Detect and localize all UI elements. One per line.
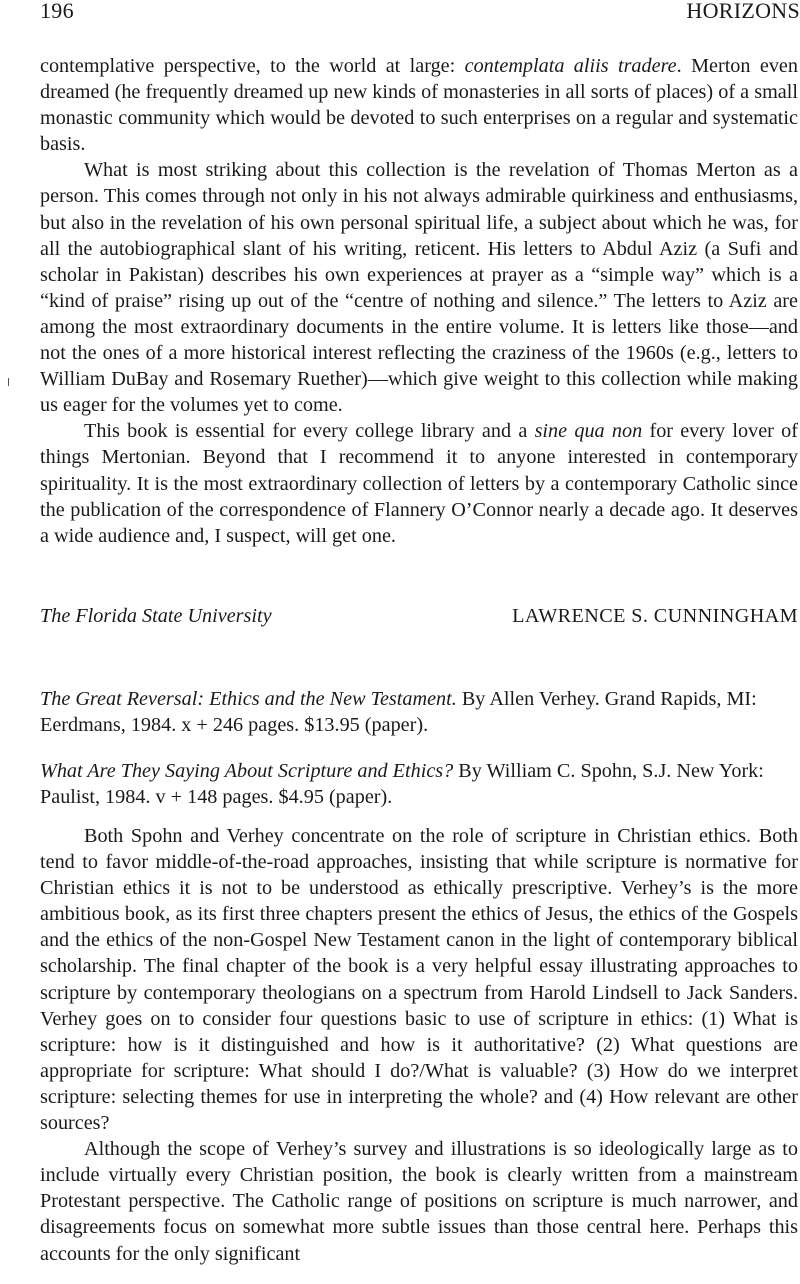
body-paragraph: Although the scope of Verhey’s survey and illustrations is so ideologically large as to include virtually every Christian position, the book is clearly written from a mainstream Protestant perspective. The Catholic range of positions on scripture is much narrower, and disagreements focus on somewhat more subtle issues than those central here. Perhaps this accounts for the only significant — [40, 1138, 798, 1265]
book-title: What Are They Saying About Scripture and Ethics? — [40, 760, 454, 782]
book-citation — [40, 758, 798, 810]
book-citation — [40, 686, 798, 738]
text-run: What is most striking about this collection is the revelation of Thomas Merton as a person. This comes through not only in his not always admirable quirkiness and enthusiasms, but also in the revelation of his own personal spiritual life, a subject about which he was, for all the autobiographical slant of his writing, reticent. His letters to Abdul Aziz (a Sufi and scholar in Pakistan) describes his own experiences at prayer as a “simple way” which is a “kind of praise” rising up out of the “centre of nothing and silence.” The letters to Aziz are among the most extraordinary documents in the entire volume. It is letters like those—and not the ones of a more historical interest reflecting the craziness of the 1960s (e.g., letters to William DuBay and Rosemary Ruether)—which give weight to this collection while making us eager for the volumes yet to come. — [40, 159, 798, 417]
margin-mark — [8, 378, 9, 386]
italic-phrase: contemplata aliis tradere — [464, 55, 677, 77]
text-run: contemplative perspective, to the world at large: — [40, 55, 465, 77]
italic-phrase: sine qua non — [534, 420, 643, 443]
book-title: The Great Reversal: Ethics and the New Testament. — [40, 688, 457, 710]
running-head — [40, 0, 800, 26]
body-paragraph: Both Spohn and Verhey concentrate on the role of scripture in Christian ethics. Both tend to favor middle-of-the-road approaches, insisting that while scripture is normative for Christian ethics it is not to be understood as ethically prescriptive. Verhey’s is the more ambitious book, as its first three chapters present the ethics of Jesus, the ethics of the Gospels and the ethics of the non-Gospel New Testament canon in the light of contemporary biblical scholarship. The final chapter of the book is a very helpful essay illustrating approaches to scripture by contemporary theologians on a spectrum from Harold Lindsell to Jack Sanders. Verhey goes on to consider four questions basic to use of scripture in ethics: (1) What is scripture: how is it distinguished and how is it authoritative? (2) What questions are appropriate for scripture: What should I do?/What is valuable? (3) How do we interpret scripture: selecting themes for use in interpreting the whole? and (4) How relevant are other sources? — [40, 825, 798, 1135]
journal-title: HORIZONS — [686, 0, 800, 23]
review-continuation — [40, 53, 798, 549]
text-run: . Merton even dreamed (he frequently dreamed up new kinds of monasteries in all sorts of places) of a small monastic community which would be devoted to such enterprises on a regular and systematic basis. — [40, 55, 798, 156]
body-paragraph — [40, 157, 798, 418]
page-number: 196 — [40, 0, 74, 23]
review-body — [40, 823, 798, 1267]
text-run: This book is essential for every college library and a — [84, 420, 535, 443]
reviewer-name: LAWRENCE S. CUNNINGHAM — [512, 605, 798, 627]
body-paragraph — [40, 53, 798, 157]
book-details: By William C. Spohn, S.J. New York: Paulist, 1984. v + 148 pages. $4.95 (paper). — [40, 760, 764, 809]
body-paragraph — [40, 418, 798, 548]
reviewer-affiliation: The Florida State University — [40, 605, 272, 627]
text-run: for every lover of things Mertonian. Beyond that I recommend it to anyone interested in contemporary spirituality. It is the most extraordinary collection of letters by a contemporary Catholic since the publication of the correspondence of Flannery O’Connor nearly a decade ago. It deserves a wide audience and, I suspect, will get one. — [40, 420, 798, 547]
book-details: By Allen Verhey. Grand Rapids, MI: Eerdmans, 1984. x + 246 pages. $13.95 (paper). — [40, 688, 757, 737]
review-signature — [40, 605, 798, 628]
